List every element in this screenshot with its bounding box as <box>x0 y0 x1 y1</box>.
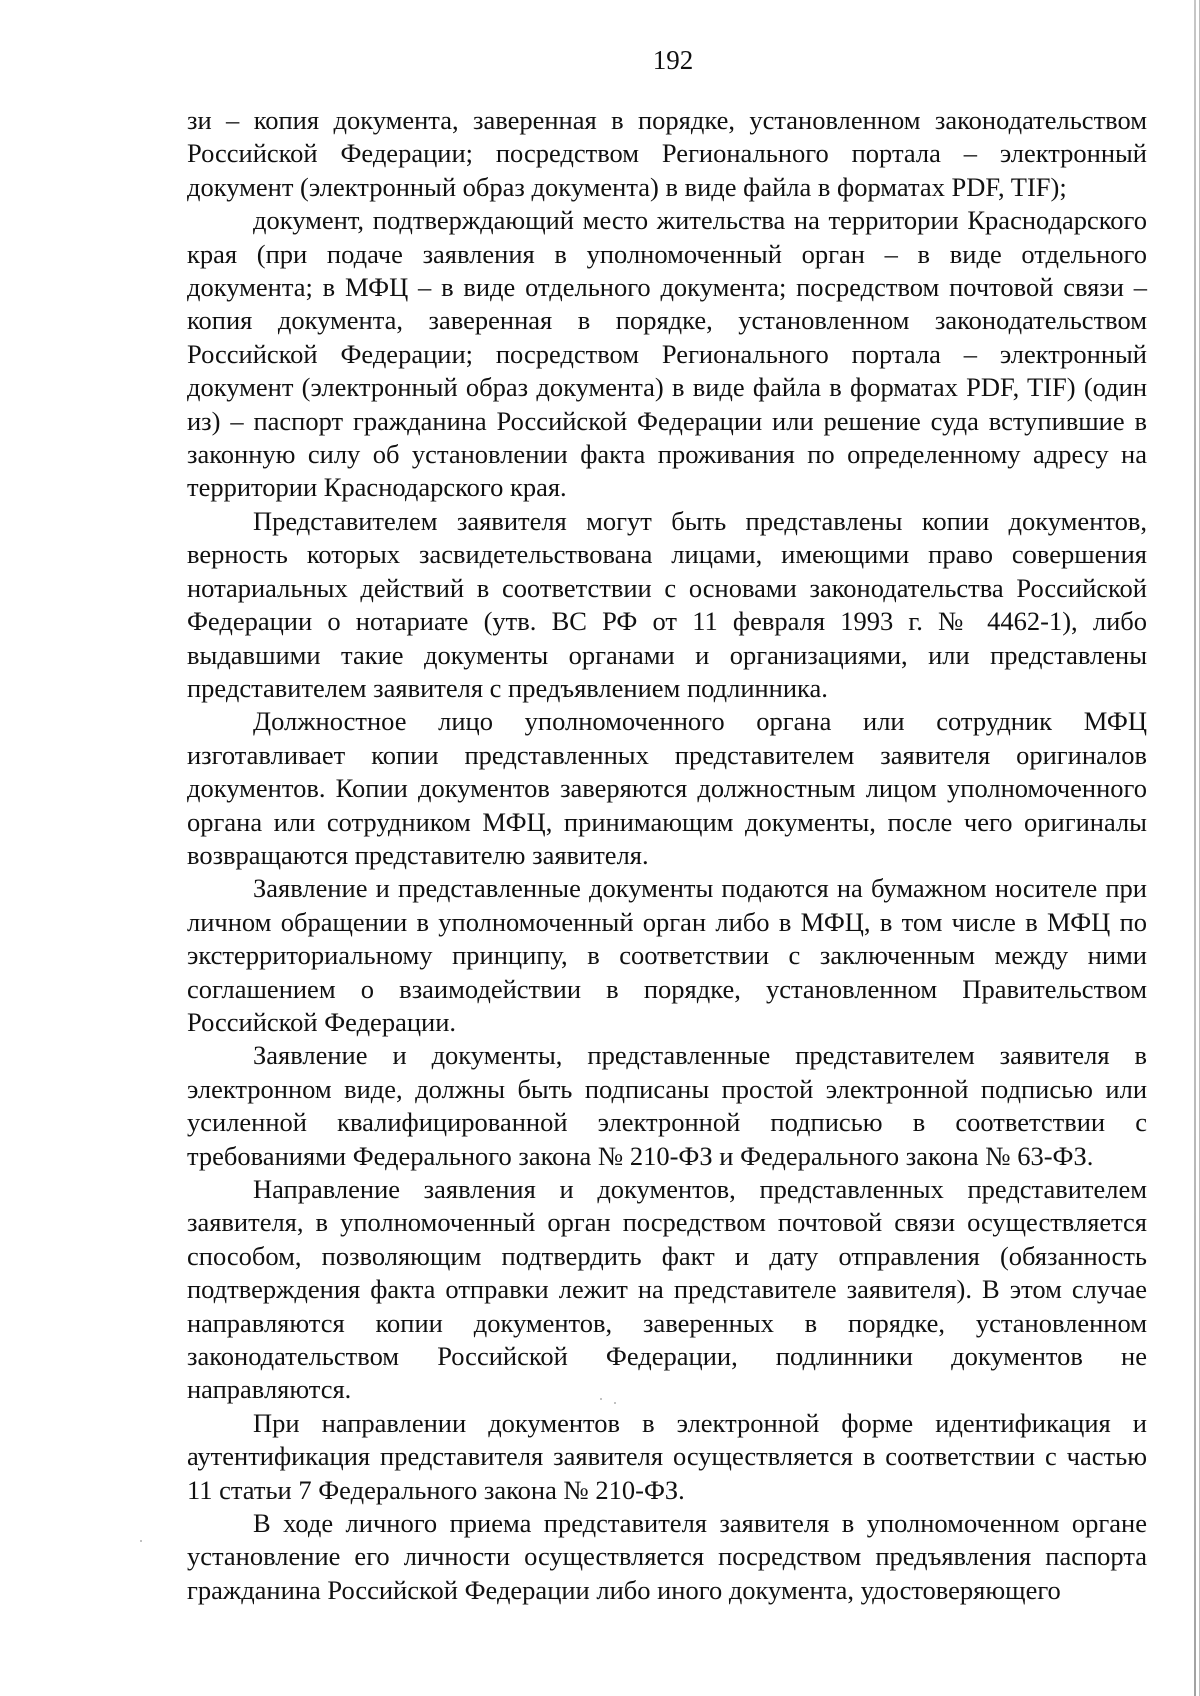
scan-edge-line <box>1194 0 1196 1696</box>
paragraph-personal-reception: В ходе личного приема представителя заявителя в уполномоченном органе установление его личности осуществляется посредством предъявления паспорта гражданина Российской Федерации либо иного документа, удостоверяющего <box>187 1508 1147 1605</box>
paragraph-paper-submission: Заявление и представленные документы подаются на бумажном носителе при личном обращении в уполномоченный орган либо в МФЦ, в том числе в МФЦ по экстерриториальному принципу, в соответствии с заключенным между ними соглашением о взаимодействии в порядке, установленном Правительством Российской Федерации. <box>187 873 1147 1037</box>
scan-speck <box>140 1540 142 1542</box>
paragraph-copy-production: Должностное лицо уполномоченного органа или сотрудник МФЦ изготавливает копии представленных представителем заявителя оригиналов документов. Копии документов заверяются должностным лицом уполномоченного органа или сотрудником МФЦ, принимающим документы, после чего оригиналы возвращаются представителю заявителя. <box>187 706 1147 870</box>
paragraph-certified-copies: Представителем заявителя могут быть представлены копии документов, верность которых засвидетельствована лицами, имеющими право совершения нотариальных действий в соответствии с основами законодательства Российской Федерации о нотариате (утв. ВС РФ от 11 февраля 1993 г. № 4462-1), либо выдавшими такие документы органами и организациями, или представлены представителем заявителя с предъявлением подлинника. <box>187 505 1147 703</box>
paragraph-continuation: зи – копия документа, заверенная в порядке, установленном законодательством Российской Федерации; посредством Регионального портала – электронный документ (электронный образ документа) в виде файла в форматах PDF, TIF); <box>187 105 1147 202</box>
scan-speck <box>614 1402 616 1404</box>
document-body <box>187 104 1147 1607</box>
paragraph-electronic-identification: При направлении документов в электронной форме идентификация и аутентификация представителя заявителя осуществляется в соответствии с частью 11 статьи 7 Федерального закона № 210-ФЗ. <box>187 1407 1147 1505</box>
paragraph-postal-submission: Направление заявления и документов, представленных представителем заявителя, в уполномоченный орган посредством почтовой связи осуществляется способом, позволяющим подтвердить факт и дату отправления (обязанность подтверждения факта отправки лежит на представителе заявителя). В этом случае направляются копии документов, заверенных в порядке, установленном законодательством Российской Федерации, подлинники документов не направляются. <box>187 1174 1147 1405</box>
scan-speck <box>600 1398 602 1400</box>
page-number: 192 <box>652 45 694 75</box>
paragraph-residence-document: документ, подтверждающий место жительства на территории Краснодарского края (при подаче заявления в уполномоченный орган – в виде отдельного документа; в МФЦ – в виде отдельного документа; посредством почтовой связи – копия документа, заверенная в порядке, установленном законодательством Российской Федерации; посредством Регионального портала – электронный документ (электронный образ документа) в виде файла в форматах PDF, TIF) (один из) – паспорт гражданина Российской Федерации или решение суда вступившие в законную силу об установлении факта проживания по определенному адресу на территории Краснодарского края. <box>187 205 1147 503</box>
paragraph-electronic-signature: Заявление и документы, представленные представителем заявителя в электронном виде, должны быть подписаны простой электронной подписью или усиленной квалифицированной электронной подписью в соответствии с требованиями Федерального закона № 210-ФЗ и Федерального закона № 63-ФЗ. <box>187 1040 1147 1171</box>
